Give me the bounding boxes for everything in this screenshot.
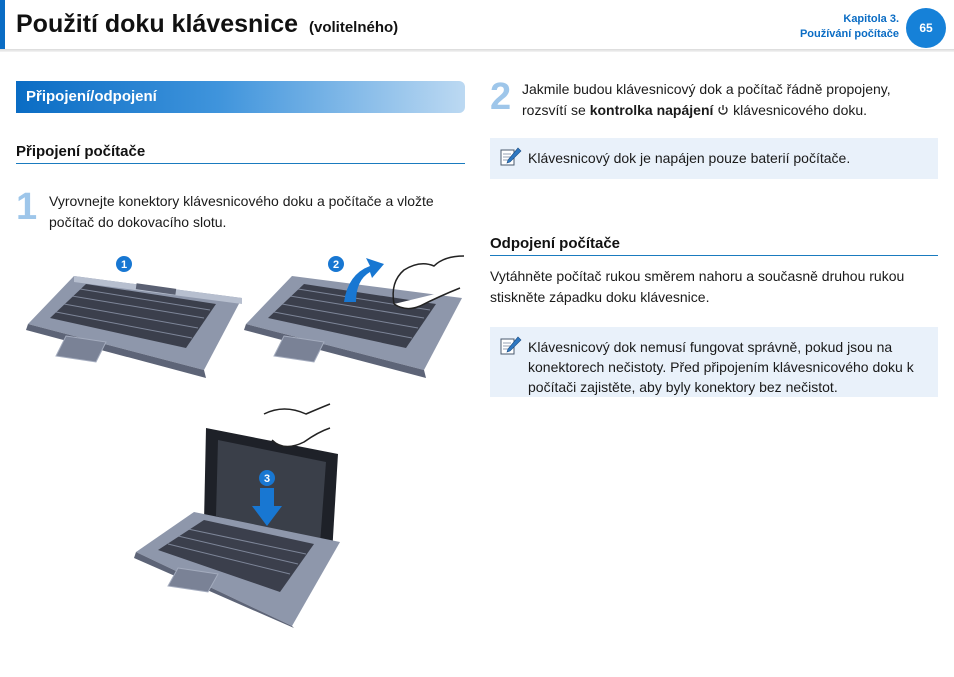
step-1-number: 1 [16, 186, 38, 228]
note-box-1 [490, 138, 938, 179]
step-2-text [522, 79, 937, 121]
step-2-bold: kontrolka napájení [589, 102, 714, 118]
page-title-sub: (volitelného) [308, 19, 399, 36]
power-icon [717, 104, 729, 116]
chapter-number: Kapitola 3. [843, 13, 899, 25]
note-pencil-icon [498, 335, 522, 357]
marker-1-label: 1 [120, 259, 128, 271]
header-accent-bar [0, 0, 5, 50]
header-rule [0, 49, 954, 52]
section-title-bar: Připojení/odpojení [16, 81, 465, 113]
step-1-text: Vyrovnejte konektory klávesnicového doku a počítače a vložte počítač do dokovacího slotu. [49, 193, 434, 230]
page-number-badge: 65 [906, 8, 946, 48]
disconnect-heading: Odpojení počítače [490, 235, 938, 256]
hand-icon [272, 428, 330, 447]
note-pencil-icon [498, 146, 522, 168]
note-1-text: Klávesnicový dok je napájen pouze baterií počítače. [528, 150, 851, 166]
note-box-2 [490, 327, 938, 397]
arrow-down-icon [260, 488, 274, 508]
step-2-number: 2 [490, 76, 512, 118]
keyboard-dock-illustration-2 [244, 252, 466, 382]
marker-3-label: 3 [263, 473, 271, 485]
page-title [16, 10, 398, 39]
tablet-dock-illustration-3 [134, 402, 344, 628]
chapter-label [800, 12, 899, 42]
step-2-text-b: klávesnicového doku. [729, 102, 868, 118]
connect-heading: Připojení počítače [16, 143, 465, 164]
page-title-main: Použití doku klávesnice [16, 10, 299, 38]
keyboard-dock-illustration-1 [16, 252, 244, 382]
marker-2-label: 2 [332, 259, 340, 271]
note-2-text: Klávesnicový dok nemusí fungovat správně, pokud jsou na konektorech nečistoty. Před připojením klávesnicového doku k počítači zajistěte, aby byly konektory bez nečistot. [528, 339, 914, 395]
chapter-name: Používání počítače [799, 28, 899, 40]
step-2-text-a: Jakmile budou klávesnicový dok a počítač řádně propojeny, rozsvítí se [522, 81, 891, 118]
disconnect-text: Vytáhněte počítač rukou směrem nahoru a současně druhou rukou stiskněte západku doku klávesnice. [490, 268, 905, 305]
